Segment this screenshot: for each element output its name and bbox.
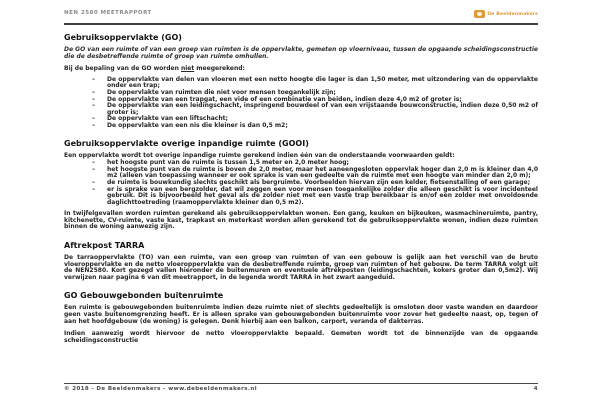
list-item: – De oppervlakte van ruimten die niet voor mensen toegankelijk zijn; xyxy=(107,90,538,97)
list-item: – er is sprake van een bergzolder, dat wil zeggen een voor mensen toegankelijke zolder die alleen geschikt is voor incidenteel gebruik. Dit is bijvoorbeeld het geval als de zolder niet met een vaste trap bereikbaar is en/of een zolder met onvoldoende daglichttoetreding (raamoppervlakte kleiner dan 0,5 m2). xyxy=(107,187,538,207)
header-divider xyxy=(64,23,538,25)
list-item: – De oppervlakte van delen van vloeren met een netto hoogte die lager is dan 1,50 meter, met uitzondering van de oppervlakte onder een trap; xyxy=(107,77,538,90)
list-item: – De oppervlakte van een leidingschacht, inspringend bouwdeel of van een vrijstaande bouwconstructie, indien deze 0,50 m2 of groter is; xyxy=(107,103,538,116)
tarra-body: De tarraoppervlakte (TO) van een ruimte, van een groep van ruimten of van een gebouw is gelijk aan het verschil van de bruto vloeroppervlakte en de netto vloeroppervlakte van de desbetreffende ruimte, groep van ruimten of het gebouw. De term TARRA volgt uit de NEN2580. Kort gezegd vallen hieronder de buitenmuren en eventuele aftrekposten (leidingschachten, kokers groter dan 0,5m2). Wij verwijzen naar pagina 6 van dit meetrapport, in de legenda wordt TARRA in het zwart aangeduid. xyxy=(64,254,538,281)
list-item: – De oppervlakte van een trapgat, een vide of een combinatie van beiden, indien deze 4,0 m2 of groter is; xyxy=(107,97,538,104)
page-header xyxy=(64,10,538,21)
list-item: – de ruimte is bouwkundig slechts geschikt als bergruimte. Voorbeelden hiervan zijn een kelder, fietsenstalling of een garage; xyxy=(107,180,538,187)
go-definition: De GO van een ruimte of van een groep van ruimten is de oppervlakte, gemeten op vloerniveau, tussen de opgaande scheidingsconstructie die de desbetreffende ruimte of groep van ruimte omhullen. xyxy=(64,46,538,60)
section-heading-go: Gebruiksoppervlakte (GO) xyxy=(64,33,182,42)
section-heading-buitenruimte: GO Gebouwgebonden buitenruimte xyxy=(64,291,224,301)
logo-icon xyxy=(474,10,485,18)
footer-page-number: 4 xyxy=(533,386,538,392)
footer-copyright: © 2018 - De Beeldenmakers - www.debeeldenmakers.nl xyxy=(64,386,258,392)
section-heading-tarra: Aftrekpost TARRA xyxy=(64,241,145,251)
go-intro-prefix: Bij de bepaling van de GO worden xyxy=(64,65,181,73)
section-heading-gooi: Gebruiksoppervlakte overige inpandige ruimte (GOOI) xyxy=(64,138,309,148)
list-item: – het hoogste punt van de ruimte is tussen 1,5 meter en 2,0 meter hoog; xyxy=(107,160,538,167)
gooi-note: In twijfelgevallen worden ruimten gerekend als gebruiksoppervlakten wonen. Een gang, keuken en bijkeuken, wasmachineruimte, pantry, kitchenette, CV-ruimte, vaste kast, trapkast en meterkast worden allen gerekend tot de gebruiksoppervlakte wonen, indien deze ruimten binnen de woning aanwezig zijn. xyxy=(64,210,538,231)
gooi-intro: Een oppervlakte wordt tot overige inpandige ruimte gerekend indien één van de onderstaande voorwaarden geldt: xyxy=(64,151,455,159)
go-intro-emphasis: niet xyxy=(180,65,195,73)
go-intro xyxy=(64,66,538,73)
gooi-bullet-list xyxy=(64,160,538,206)
buitenruimte-body-2: Indien aanwezig wordt hiervoor de netto vloeroppervlakte bepaald. Gemeten wordt tot de binnenzijde van de opgaande scheidingsconstructie xyxy=(64,330,538,344)
go-intro-suffix: meegerekend: xyxy=(194,65,245,73)
report-title: NEN 2580 MEETRAPPORT xyxy=(64,10,152,16)
list-item: – De oppervlakte van een nis die kleiner is dan 0,5 m2; xyxy=(107,123,538,130)
logo-text: De Beeldenmakers xyxy=(487,11,538,17)
list-item: – De oppervlakte van een liftschacht; xyxy=(107,116,538,123)
go-bullet-list xyxy=(64,77,538,130)
page-footer xyxy=(64,383,538,392)
buitenruimte-body-1: Een ruimte is gebouwgebonden buitenruimte indien deze ruimte niet of slechts gedeeltelijk is omsloten door vaste wanden en daardoor geen vaste buitenomgrenzing heeft. Er is alleen sprake van gebouwgebonden buitenruimte voor zover het gedeelte naast, op, tegen of aan het hoofdgebouw (de woning) is gelegen. Denk hierbij aan een balkon, carport, veranda of dakterras. xyxy=(64,304,538,325)
company-logo xyxy=(474,10,538,18)
list-item: – het hoogste punt van de ruimte is boven de 2,0 meter, maar het aaneengesloten oppervlak hoger dan 2,0 m is kleiner dan 4,0 m2 (alleen van toepassing wanneer er ook sprake is van een gedeelte van de ruimte met een hoogte van minder dan 2,0 m); xyxy=(107,167,538,180)
